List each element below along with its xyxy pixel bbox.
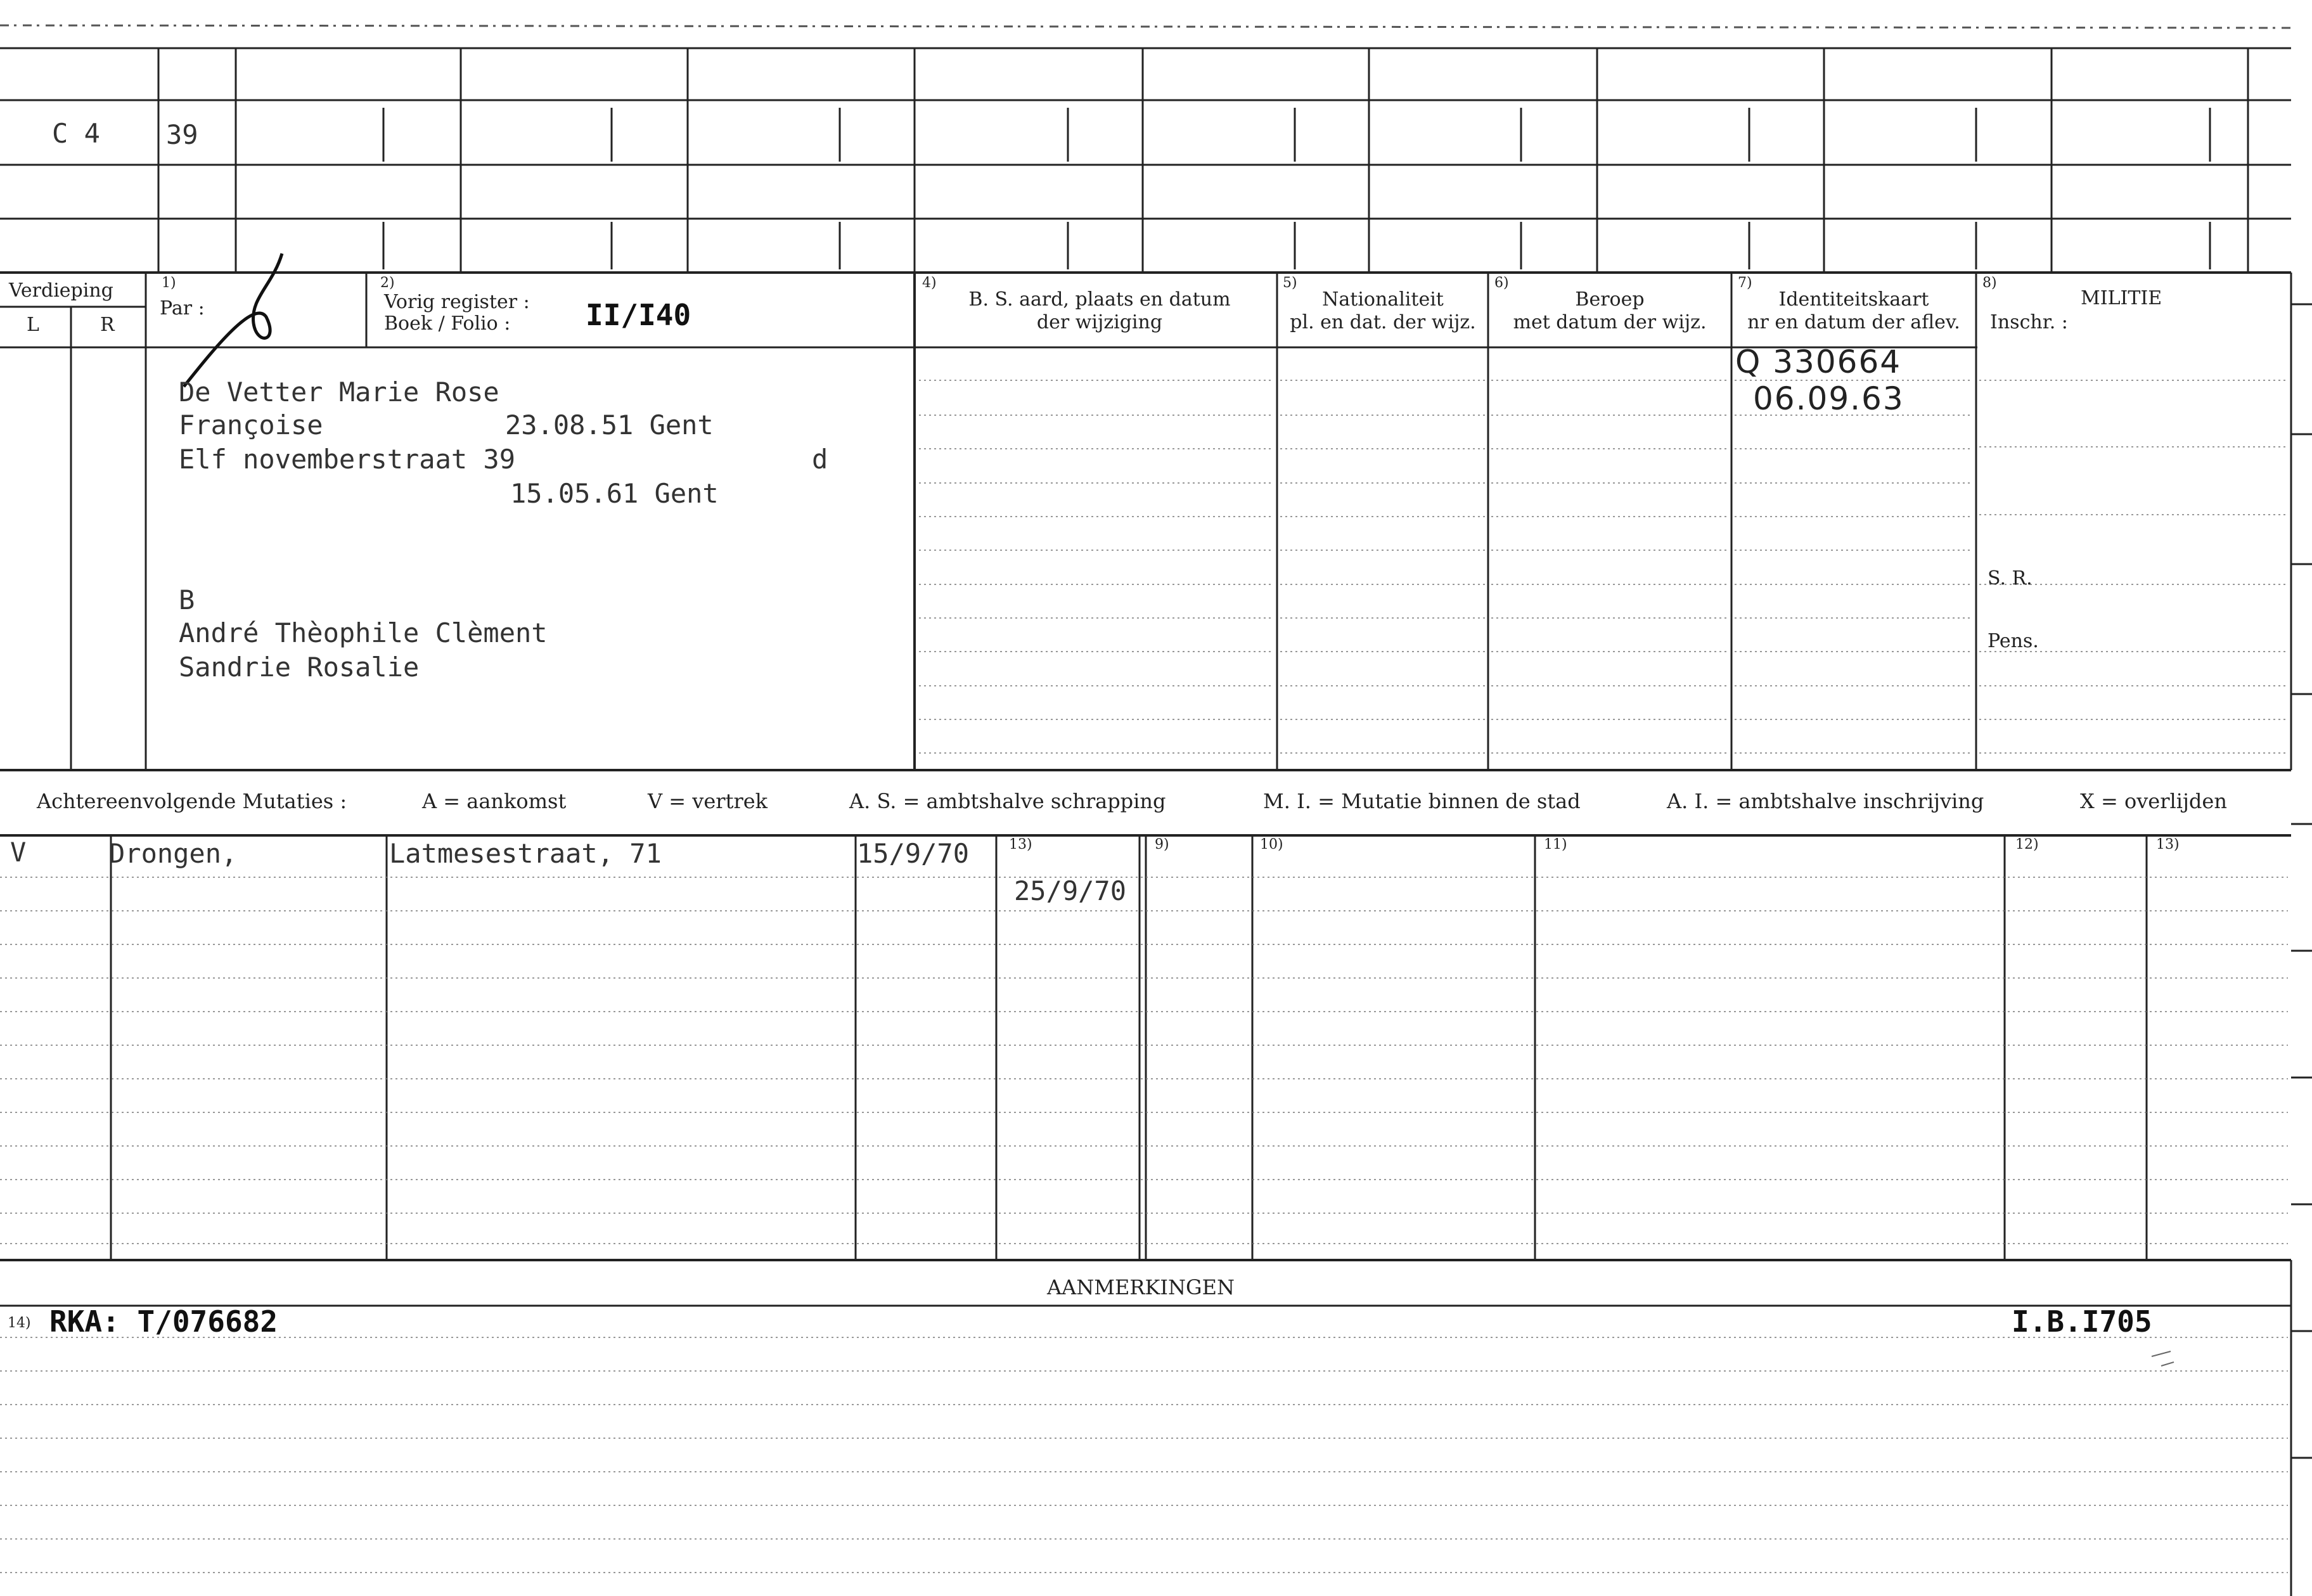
num-4: 4): [922, 275, 937, 291]
code-c4: C 4: [52, 118, 100, 149]
parent-2: Sandrie Rosalie: [179, 652, 420, 683]
remarks-ib: I.B.I705: [2012, 1304, 2152, 1339]
legend-v: V = vertrek: [648, 789, 768, 813]
mut-col-13b: 13): [2156, 837, 2180, 853]
marker-b: B: [179, 584, 195, 615]
inschr-label: Inschr. :: [1990, 311, 2068, 333]
legend-as: A. S. = ambtshalve schrapping: [849, 789, 1166, 813]
legend-mi: M. I. = Mutatie binnen de stad: [1263, 789, 1581, 813]
mut-col-9: 9): [1155, 837, 1169, 853]
militia-sr: S. R.: [1988, 567, 2033, 589]
verdieping-l: L: [27, 314, 39, 336]
beroep-heading-2: met datum der wijz.: [1513, 311, 1707, 333]
identiteitskaart-heading-1: Identiteitskaart: [1778, 288, 1929, 311]
mut-col-10: 10): [1260, 837, 1283, 853]
bs-heading-1: B. S. aard, plaats en datum: [968, 288, 1231, 311]
num-8: 8): [1982, 275, 1997, 291]
bs-heading-2: der wijziging: [1036, 311, 1163, 333]
num-7: 7): [1738, 275, 1752, 291]
militia-pens: Pens.: [1988, 630, 2039, 652]
code-39: 39: [166, 119, 198, 150]
identiteitskaart-heading-2: nr en datum der aflev.: [1747, 311, 1960, 333]
remarks-title: AANMERKINGEN: [1047, 1275, 1235, 1299]
mut-col-12: 12): [2015, 837, 2039, 853]
mut-col-11: 11): [1544, 837, 1567, 853]
nationaliteit-heading-2: pl. en dat. der wijz.: [1290, 311, 1476, 333]
parent-1: André Thèophile Clèment: [179, 617, 548, 648]
registration-date-place: 15.05.61 Gent: [510, 478, 719, 509]
legend-x: X = overlijden: [2080, 789, 2227, 813]
mutation-date-1: 15/9/70: [857, 838, 970, 869]
legend-ai: A. I. = ambtshalve inschrijving: [1667, 789, 1984, 813]
mutations-title: Achtereenvolgende Mutaties :: [37, 789, 347, 813]
mutation-date-2: 25/9/70: [1014, 875, 1127, 906]
mutation-place: Drongen,: [109, 838, 238, 869]
boek-folio-label: Boek / Folio :: [384, 312, 511, 335]
par-label: Par :: [160, 297, 205, 319]
num-2: 2): [380, 275, 395, 291]
person-name-2: Françoise: [179, 409, 323, 441]
address: Elf novemberstraat 39: [179, 444, 516, 475]
num-1: 1): [162, 275, 176, 291]
mutation-street: Latmesestraat, 71: [389, 838, 662, 869]
remarks-rka: RKA: T/076682: [49, 1304, 278, 1339]
id-card-date: 06.09.63: [1753, 380, 1904, 417]
legend-a: A = aankomst: [422, 789, 567, 813]
nationaliteit-heading-1: Nationaliteit: [1322, 288, 1444, 311]
militie-heading: MILITIE: [2081, 287, 2162, 309]
id-card-number: Q 330664: [1735, 344, 1902, 380]
mut-col-13a: 13): [1009, 837, 1032, 853]
beroep-heading-1: Beroep: [1575, 288, 1645, 311]
register-value: II/I40: [586, 298, 691, 332]
num-14: 14): [8, 1315, 31, 1331]
verdieping-r: R: [100, 314, 115, 336]
person-name: De Vetter Marie Rose: [179, 376, 499, 408]
vorig-register-label: Vorig register :: [384, 291, 530, 313]
num-6: 6): [1494, 275, 1509, 291]
num-5: 5): [1283, 275, 1297, 291]
verdieping-label: Verdieping: [9, 280, 113, 302]
mutation-type: V: [10, 837, 27, 868]
birth-date-place: 23.08.51 Gent: [505, 409, 714, 441]
handwritten-corner-scribble: [2152, 1351, 2174, 1366]
status-mark: d: [812, 444, 828, 475]
